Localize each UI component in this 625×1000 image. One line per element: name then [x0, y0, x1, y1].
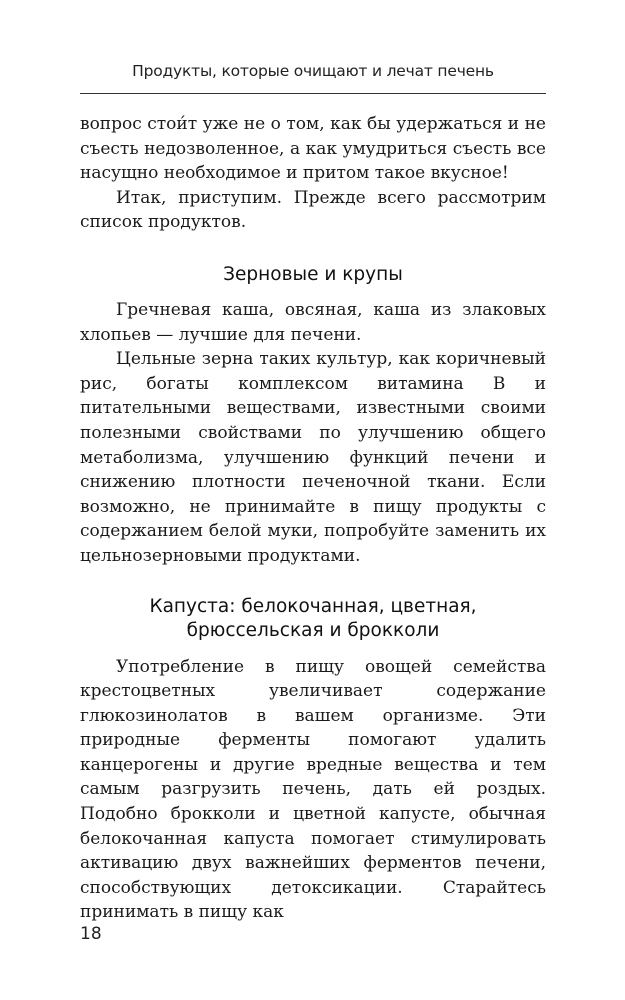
header-rule [80, 93, 546, 94]
page-body [80, 112, 546, 925]
paragraph: Гречневая каша, овсяная, каша из злаковых хлопьев — лучшие для печени. [80, 299, 546, 345]
page-number: 18 [80, 924, 102, 944]
paragraph: Употребление в пищу овощей семейства крестоцветных увеличивает содержание глюкозинолатов в вашем организме. Эти природные ферменты помогают удалить канцерогены и другие вредные вещества и тем самым разгрузить печень, дать ей роздых. Подобно брокколи и цветной капусте, обычная белокочанная капуста помогает стимулировать активацию двух важнейших ферментов печени, способствующих детоксикации. Старайтесь принимать в пищу как [80, 656, 546, 923]
section-heading-grains: Зерновые и крупы [223, 263, 403, 285]
running-head: Продукты, которые очищают и лечат печень [132, 62, 494, 80]
heading-line: брюссельская и брокколи [186, 619, 440, 641]
paragraph-continuation: вопрос стои́т уже не о том, как бы удержаться и не съесть недозволенное, а как умудриться съесть все насущно необходимое и притом такое вкусное! [80, 114, 546, 184]
section-heading-cabbage [80, 595, 546, 643]
heading-line: Капуста: белокочанная, цветная, [149, 595, 477, 617]
paragraph: Итак, приступим. Прежде всего рассмотрим список продуктов. [80, 187, 546, 233]
paragraph: Цельные зерна таких культур, как коричневый рис, богаты комплексом витамина В и питательными веществами, известными своими полезными свойствами по улучшению общего метаболизма, улучшению функций печени и снижению плотности печеночной ткани. Если возможно, не принимайте в пищу продукты с содержанием белой муки, попробуйте заменить их цельнозерновыми продуктами. [80, 349, 546, 566]
